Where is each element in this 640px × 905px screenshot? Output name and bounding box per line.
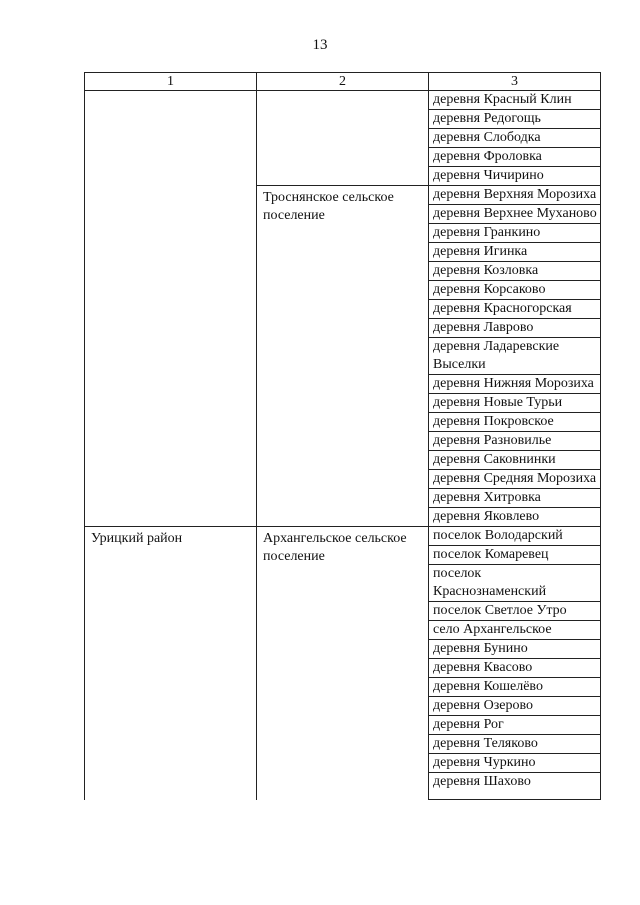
locality-cell: деревня Покровское <box>429 413 601 432</box>
page-number: 13 <box>312 37 328 53</box>
column-header-2: 2 <box>257 73 429 91</box>
table-row <box>85 527 601 546</box>
locality-cell: деревня Игинка <box>429 243 601 262</box>
locality-cell: поселок Комаревец <box>429 546 601 565</box>
locality-cell: деревня Теляково <box>429 735 601 754</box>
locality-cell: деревня Верхнее Муханово <box>429 205 601 224</box>
locality-cell: деревня Редогощь <box>429 110 601 129</box>
settlement-cell: Троснянское сельское поселение <box>257 186 429 527</box>
settlements-table <box>84 72 601 800</box>
locality-cell: деревня Яковлево <box>429 508 601 527</box>
table-body <box>85 91 601 800</box>
locality-cell: деревня Чичирино <box>429 167 601 186</box>
locality-cell: деревня Красногорская <box>429 300 601 319</box>
locality-cell: деревня Озерово <box>429 697 601 716</box>
locality-cell: деревня Верхняя Морозиха <box>429 186 601 205</box>
locality-cell: деревня Гранкино <box>429 224 601 243</box>
locality-cell: деревня Бунино <box>429 640 601 659</box>
locality-cell: деревня Красный Клин <box>429 91 601 110</box>
locality-cell: деревня Новые Турьи <box>429 394 601 413</box>
locality-cell: деревня Саковнинки <box>429 451 601 470</box>
district-cell <box>85 91 257 527</box>
locality-cell: деревня Кошелёво <box>429 678 601 697</box>
locality-cell: деревня Лаврово <box>429 319 601 338</box>
locality-cell: деревня Квасово <box>429 659 601 678</box>
locality-cell: деревня Ладаревские Выселки <box>429 338 601 375</box>
locality-cell: деревня Разновилье <box>429 432 601 451</box>
locality-cell: деревня Рог <box>429 716 601 735</box>
locality-cell: деревня Хитровка <box>429 489 601 508</box>
settlement-cell: Архангельское сельское поселение <box>257 527 429 800</box>
locality-cell: деревня Козловка <box>429 262 601 281</box>
table-header <box>85 73 601 91</box>
column-header-1: 1 <box>85 73 257 91</box>
district-cell: Урицкий район <box>85 527 257 800</box>
locality-cell: село Архангельское <box>429 621 601 640</box>
locality-cell: поселок Светлое Утро <box>429 602 601 621</box>
column-header-3: 3 <box>429 73 601 91</box>
locality-cell: деревня Чуркино <box>429 754 601 773</box>
locality-cell: деревня Шахово <box>429 773 601 800</box>
locality-cell: деревня Средняя Морозиха <box>429 470 601 489</box>
locality-cell: поселок Володарский <box>429 527 601 546</box>
header-row <box>85 73 601 91</box>
locality-cell: деревня Фроловка <box>429 148 601 167</box>
settlement-cell <box>257 91 429 186</box>
locality-cell: деревня Слободка <box>429 129 601 148</box>
locality-cell: деревня Корсаково <box>429 281 601 300</box>
locality-cell: деревня Нижняя Морозиха <box>429 375 601 394</box>
locality-cell: поселок Краснознаменский <box>429 565 601 602</box>
table-row <box>85 91 601 110</box>
